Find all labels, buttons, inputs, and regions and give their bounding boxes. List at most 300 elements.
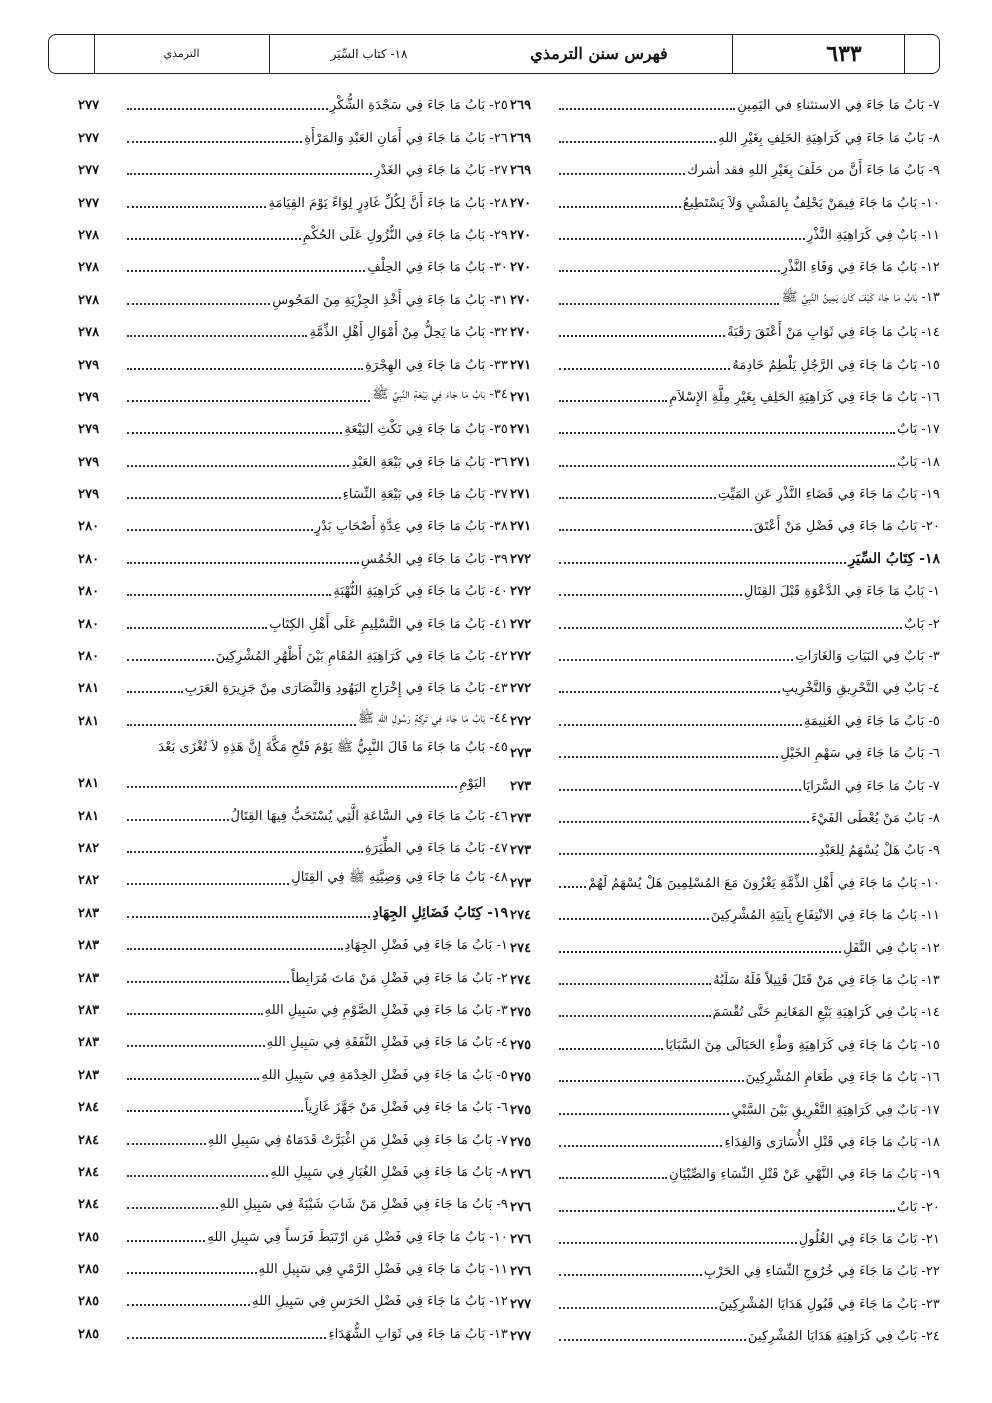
- toc-entry-page: ٢٧٣: [510, 778, 532, 794]
- toc-entry-page: ٢٧٤: [510, 940, 532, 956]
- toc-entry: [78, 475, 508, 507]
- toc-entry-page: ٢٨١: [78, 808, 100, 824]
- toc-entry-page: ٢٨٠: [78, 616, 100, 632]
- toc-entry-page: ٢٨١: [78, 776, 100, 792]
- dot-leader: [559, 821, 809, 823]
- toc-entry-page: ٢٧٥: [510, 1102, 532, 1118]
- toc-entry-page: ٢٨٣: [78, 970, 100, 986]
- toc-entry-title: ٣- بَابُ مَا جَاءَ فِي فَضْلِ الصَّوْمِ فِي سَبِيلِ اللهِ: [264, 1002, 508, 1018]
- toc-entry: [510, 928, 940, 960]
- toc-entry-page: ٢٨٣: [78, 1067, 100, 1083]
- dot-leader: [559, 1080, 744, 1082]
- toc-entry-page: ٢٨٣: [78, 1035, 100, 1051]
- dot-leader: [559, 853, 817, 855]
- toc-entry: [78, 313, 508, 345]
- toc-entry: [510, 507, 940, 539]
- toc-entry-title: ١٦- بَابُ مَا جَاءَ فِي كَرَاهِيَةِ الحَلِفِ بِغَيْرِ مِلَّةِ الإِسْلاَمِ: [669, 389, 940, 405]
- toc-entry-page: ٢٧٢: [510, 551, 532, 567]
- toc-entry-page: ٢٨٥: [78, 1262, 100, 1278]
- toc-entry: [510, 572, 940, 604]
- dot-leader: [127, 1272, 257, 1274]
- toc-entry-page: ٢٧٩: [78, 487, 100, 503]
- dot-leader: [127, 627, 267, 629]
- toc-entry: [78, 764, 508, 796]
- toc-entry-page: ٢٧٧: [510, 1329, 532, 1345]
- toc-entry-page: ٢٧٣: [510, 875, 532, 891]
- dot-leader: [559, 270, 780, 272]
- page-header: [48, 34, 940, 74]
- dot-leader: [559, 1274, 702, 1276]
- toc-entry-title: ٦- بَابُ مَا جَاءَ فِي سَهْمِ الخَيْلِ: [780, 746, 940, 762]
- toc-entry-title: ١٣- بَابُ مَا جَاءَ كَيْفَ كَانَ يَمِينُ النَّبِيِّ ﷺ: [781, 289, 940, 305]
- toc-entry: [78, 183, 508, 215]
- toc-entry: [510, 86, 940, 118]
- toc-entry-title: ٢٠- بَابٌ: [897, 1199, 940, 1215]
- toc-entry-title: ٨- بَابُ مَا جَاءَ فِي فَضْلِ الغُبَارِ فِي سَبِيلِ اللهِ: [270, 1164, 508, 1180]
- toc-entry-page: ٢٧٠: [510, 292, 532, 308]
- toc-entry-title: ٣٧- بَابُ مَا جَاءَ فِي بَيْعَةِ النِّسَاءِ: [342, 487, 508, 503]
- dot-leader: [127, 851, 363, 853]
- dot-leader: [559, 594, 742, 596]
- toc-entry-title: ١٠- بَابُ مَا جَاءَ فِي فَضْلِ مَنِ ارْتَبَطَ فَرَساً فِي سَبِيلِ اللهِ: [207, 1229, 508, 1245]
- toc-entry: [510, 1284, 940, 1316]
- toc-entry-title: ١٨- بَابُ مَا جَاءَ فِي قَتْلِ الأُسَارَى وَالفِدَاءِ: [724, 1134, 940, 1150]
- dot-leader: [127, 1304, 250, 1306]
- toc-entry: [510, 701, 940, 733]
- toc-entry-title: ٣٩- بَابُ مَا جَاءَ فِي الخُمُسِ: [360, 551, 508, 567]
- toc-entry-title: ٨- بَابُ مَنْ يُعْطَى الفَيْءَ: [811, 810, 940, 826]
- toc-entry: [510, 151, 940, 183]
- toc-entry-page: ٢٧٩: [78, 389, 100, 405]
- header-divider: [904, 35, 905, 73]
- header-divider: [94, 35, 95, 73]
- toc-entry-page: ٢٨٢: [78, 840, 100, 856]
- toc-entry: [510, 410, 940, 442]
- toc-entry-title: ٤٥- بَابُ مَا جَاءَ مَا قَالَ النَّبِيُّ ﷺ يَوْمَ فَتْحِ مَكَّةَ إِنَّ هَذِهِ لاَ تُغْزَى بَعْدَ: [158, 740, 508, 756]
- toc-entry-title: ٤١- بَابُ مَا جَاءَ فِي التَّسْلِيمِ عَلَى أَهْلِ الكِتَابِ: [269, 616, 508, 632]
- dot-leader: [559, 918, 709, 920]
- toc-entry: [510, 475, 940, 507]
- toc-entry: [510, 669, 940, 701]
- dot-leader: [127, 562, 359, 564]
- running-title: فهرس سنن الترمذي: [530, 44, 668, 63]
- toc-entry-page: ٢٨٤: [78, 1100, 100, 1116]
- toc-entry: [78, 1120, 508, 1152]
- toc-entry-title: ٢٥- بَابُ مَا جَاءَ فِي سَجْدَةِ الشُّكْرِ: [329, 98, 508, 114]
- toc-column-left: [78, 86, 508, 1347]
- toc-entry-title: ١٥- بَابُ مَا جَاءَ فِي الرَّجُلِ يَلْطِمُ خَادِمَهُ: [732, 357, 940, 373]
- toc-entry: [510, 248, 940, 280]
- dot-leader: [559, 1113, 729, 1115]
- toc-entry: [78, 442, 508, 474]
- toc-entry-title: ١٤- بَابٌ فِي كَرَاهِيَةِ بَيْعِ المَغَانِمِ حَتَّى تُقْسَمَ: [712, 1005, 940, 1021]
- toc-entry-page: ٢٧٤: [510, 908, 532, 924]
- toc-entry-page: ٢٧٧: [510, 1296, 532, 1312]
- toc-entry-title: ١٨- كِتَابُ السِّيَرِ: [848, 550, 940, 567]
- toc-entry-title: ١٣- بَابُ مَا جَاءَ فِي مَنْ قَتَلَ قَتِيلاً فَلَهُ سَلَبُهُ: [713, 972, 940, 988]
- toc-entry: [510, 961, 940, 993]
- toc-entry: [510, 604, 940, 636]
- toc-entry-page: ٢٧٢: [510, 616, 532, 632]
- toc-entry: [510, 345, 940, 377]
- dot-leader: [127, 819, 229, 821]
- header-divider: [732, 35, 733, 73]
- toc-entry-page: ٢٧٠: [510, 195, 532, 211]
- dot-leader: [559, 983, 711, 985]
- toc-entry-page: ٢٨٤: [78, 1197, 100, 1213]
- toc-entry-title: ١٧- بَابٌ فِي كَرَاهِيَةِ التَّفْرِيقِ بَيْنَ السَّبْيِ: [731, 1102, 940, 1118]
- toc-entry: [78, 410, 508, 442]
- toc-entry-title: ١- بَابُ مَا جَاءَ فِي الدَّعْوَةِ قَبْلَ القِتَالِ: [743, 584, 940, 600]
- dot-leader: [127, 238, 301, 240]
- dot-leader: [559, 465, 895, 467]
- toc-entry-title: ٣- بَابٌ فِي البَيَاتِ وَالغَارَاتِ: [795, 649, 940, 665]
- toc-entry: [78, 1153, 508, 1185]
- dot-leader: [559, 1177, 667, 1179]
- toc-entry: [510, 1155, 940, 1187]
- toc-entry-title: ١٧- بَابٌ: [897, 422, 940, 438]
- toc-entry-page: ٢٨٠: [78, 584, 100, 600]
- dot-leader: [559, 724, 802, 726]
- toc-entry: [78, 248, 508, 280]
- toc-entry-title: ٩- بَابُ مَا جَاءَ أَنَّ من حَلَفَ بِغَيْرِ اللهِ فقد أشرك: [687, 163, 940, 179]
- dot-leader: [559, 691, 780, 693]
- running-section: ١٨- كتاب السِّيَر: [330, 47, 408, 61]
- dot-leader: [559, 627, 902, 629]
- dot-leader: [559, 1339, 746, 1341]
- toc-entry: [78, 151, 508, 183]
- toc-entry: [510, 1187, 940, 1219]
- toc-entry-page: ٢٨٣: [78, 905, 100, 921]
- dot-leader: [127, 303, 270, 305]
- toc-entry-page: ٢٨٠: [78, 649, 100, 665]
- toc-entry: [78, 1088, 508, 1120]
- dot-leader: [559, 400, 667, 402]
- toc-entry-page: ٢٧٧: [78, 195, 100, 211]
- toc-entry-title: ٢٤- بَابٌ فِي كَرَاهِيَةِ هَدَايَا المُشْرِكِينَ: [747, 1329, 940, 1345]
- toc-entry: [78, 345, 508, 377]
- dot-leader: [559, 1242, 797, 1244]
- toc-entry-page: ٢٧٠: [510, 260, 532, 276]
- toc-entry-title: ٤٧- بَابُ مَا جَاءَ فِي الطِّيَرَةِ: [364, 840, 508, 856]
- toc-entry-title: ٧- بَابُ مَا جَاءَ فِي الاستثناءِ في اليَمِينِ: [737, 98, 940, 114]
- dot-leader: [127, 691, 183, 693]
- toc-entry: [510, 378, 940, 410]
- toc-entry-page: ٢٧٩: [78, 357, 100, 373]
- toc-entry-page: ٢٦٩: [510, 98, 532, 114]
- toc-entry: [510, 1317, 940, 1349]
- dot-leader: [127, 173, 372, 175]
- toc-entry-page: ٢٨١: [78, 713, 100, 729]
- toc-entry-title: ١٩- كِتَابُ فَضَائِلِ الجِهَادِ: [372, 904, 508, 921]
- toc-entry: [78, 507, 508, 539]
- toc-entry: [78, 1055, 508, 1087]
- toc-entry-page: ٢٧٥: [510, 1037, 532, 1053]
- toc-entry: [78, 958, 508, 990]
- toc-entry-title: ٤٨- بَابُ مَا جَاءَ فِي وَصِيَّتِهِ ﷺ فِي القِتَالِ: [291, 870, 508, 886]
- toc-entry-title: ٢٩- بَابُ مَا جَاءَ فِي النُّزُولِ عَلَى الحُكْمِ: [302, 227, 508, 243]
- toc-entry: [78, 118, 508, 150]
- toc-entry-title: ٣٤- بَابُ مَا جَاءَ فِي بَيْعَةِ النَّبِيِّ ﷺ: [372, 386, 508, 402]
- toc-entry: [78, 1250, 508, 1282]
- toc-entry-page: ٢٧٦: [510, 1232, 532, 1248]
- toc-entry: [510, 863, 940, 895]
- toc-entry-page: ٢٧٨: [78, 260, 100, 276]
- toc-entry: [78, 829, 508, 861]
- toc-entry: [78, 1217, 508, 1249]
- toc-entry-page: ٢٨٤: [78, 1164, 100, 1180]
- toc-entry: [78, 604, 508, 636]
- toc-entry: [510, 799, 940, 831]
- toc-entry-title: ٤٦- بَابُ مَا جَاءَ فِي السَّاعَةِ الَّتِي يُسْتَحَبُّ فِيهَا القِتَالُ: [230, 808, 508, 824]
- toc-entry-title: ١٤- بَابُ مَا جَاءَ فِي ثَوَابِ مَنْ أَعْتَقَ رَقَبَةً: [727, 325, 940, 341]
- toc-entry: [78, 280, 508, 312]
- dot-leader: [559, 756, 778, 758]
- dot-leader: [127, 1143, 206, 1145]
- toc-entry-page: ٢٦٩: [510, 163, 532, 179]
- toc-entry: [78, 572, 508, 604]
- dot-leader: [559, 529, 752, 531]
- toc-entry: [510, 183, 940, 215]
- toc-entry: [78, 1314, 508, 1346]
- toc-entry-page: ٢٨٢: [78, 873, 100, 889]
- toc-entry-title: ٣١- بَابُ مَا جَاءَ فِي أَخْذِ الجِزْيَةِ مِنَ المَجُوسِ: [272, 292, 508, 308]
- toc-entry-page: ٢٧١: [510, 389, 532, 405]
- toc-entry-page: ٢٧٥: [510, 1134, 532, 1150]
- toc-entry: [510, 1220, 940, 1252]
- toc-entry: [78, 378, 508, 410]
- dot-leader: [559, 303, 779, 305]
- toc-entry-page: ٢٧٢: [510, 584, 532, 600]
- dot-leader: [127, 432, 342, 434]
- toc-entry-page: ٢٧٥: [510, 1005, 532, 1021]
- toc-entry: [78, 1023, 508, 1055]
- toc-entry-title: ١٢- بَابُ مَا جَاءَ فِي فَضْلِ الحَرَسِ فِي سَبِيلِ اللهِ: [252, 1294, 508, 1310]
- toc-entry-title: ٣٥- بَابُ مَا جَاءَ فِي نَكْثِ البَيْعَةِ: [344, 422, 508, 438]
- toc-entry-page: ٢٧٧: [78, 130, 100, 146]
- toc-entry-page: ٢٧١: [510, 519, 532, 535]
- dot-leader: [127, 206, 266, 208]
- toc-entry: [78, 1282, 508, 1314]
- toc-entry-title: ٢٨- بَابُ مَا جَاءَ أَنَّ لِكُلِّ غَادِرٍ لِوَاءً يَوْمَ القِيَامَةِ: [268, 195, 508, 211]
- toc-entry-title: ٤- بَابُ مَا جَاءَ فِي فَضْلِ النَّفَقَةِ فِي سَبِيلِ اللهِ: [266, 1035, 508, 1051]
- dot-leader: [127, 529, 313, 531]
- toc-entry-title: ٥- بَابُ مَا جَاءَ فِي الغَنِيمَةِ: [803, 713, 940, 729]
- toc-entry-page: ٢٨٤: [78, 1132, 100, 1148]
- toc-entry-page: ٢٧١: [510, 454, 532, 470]
- toc-entry: [510, 734, 940, 766]
- toc-entry-title: ٩- بَابُ هَلْ يُسْهَمُ لِلعَبْدِ: [818, 843, 940, 859]
- toc-entry-title: ٣٣- بَابُ مَا جَاءَ فِي الهِجْرَةِ: [365, 357, 508, 373]
- toc-entry-page: ٢٧١: [510, 487, 532, 503]
- toc-entry-title: اليَوْمِ: [459, 776, 486, 792]
- toc-entry-page: ٢٧١: [510, 357, 532, 373]
- dot-leader: [127, 335, 307, 337]
- toc-entry: [510, 637, 940, 669]
- toc-entry-title: ٢٠- بَابُ مَا جَاءَ فِي فَضْلِ مَنْ أَعْتَقَ: [753, 519, 940, 535]
- toc-book-heading: [78, 893, 508, 925]
- toc-entry: [510, 118, 940, 150]
- toc-entry-page: ٢٧٨: [78, 292, 100, 308]
- toc-entry: [78, 86, 508, 118]
- toc-entry: [78, 734, 508, 764]
- dot-leader: [559, 886, 586, 888]
- toc-entry: [78, 991, 508, 1023]
- toc-entry-page: ٢٦٩: [510, 130, 532, 146]
- dot-leader: [559, 173, 685, 175]
- dot-leader: [127, 368, 363, 370]
- toc-entry-page: ٢٨٥: [78, 1326, 100, 1342]
- dot-leader: [559, 789, 801, 791]
- toc-entry: [78, 669, 508, 701]
- toc-column-right: [510, 86, 940, 1349]
- toc-entry-title: ٧- بَابُ مَا جَاءَ فِي فَضْلِ مَنِ اغْبَرَّتْ قَدَمَاهُ فِي سَبِيلِ اللهِ: [207, 1132, 508, 1148]
- dot-leader: [559, 1145, 722, 1147]
- toc-entry-title: ٣٢- بَابُ مَا يَحِلُّ مِنْ أَمْوَالِ أَهْلِ الذِّمَّةِ: [309, 325, 508, 341]
- toc-entry: [78, 1185, 508, 1217]
- toc-entry-title: ٢٦- بَابُ مَا جَاءَ فِي أَمَانِ العَبْدِ وَالمَرْأَةِ: [304, 130, 508, 146]
- toc-entry-title: ٣٠- بَابُ مَا جَاءَ فِي الحِلْفِ: [367, 260, 508, 276]
- dot-leader: [127, 1337, 326, 1339]
- toc-entry: [78, 701, 508, 733]
- dot-leader: [559, 335, 725, 337]
- toc-entry-page: ٢٧٠: [510, 325, 532, 341]
- dot-leader: [559, 368, 730, 370]
- dot-leader: [127, 1045, 265, 1047]
- dot-leader: [127, 724, 356, 726]
- toc-entry-title: ٤٢- بَابُ مَا جَاءَ فِي كَرَاهِيَةِ المُقَامِ بَيْنَ أَظْهُرِ المُشْرِكِينَ: [215, 649, 508, 665]
- toc-entry-page: ٢٧٧: [78, 98, 100, 114]
- dot-leader: [127, 270, 365, 272]
- toc-entry-page: ٢٧٨: [78, 227, 100, 243]
- dot-leader: [559, 951, 841, 953]
- toc-entry-page: ٢٨٣: [78, 1002, 100, 1018]
- toc-entry-title: ٤٣- بَابُ مَا جَاءَ فِي إِخْرَاجِ اليَهُودِ وَالنَّصَارَى مِنْ جَزِيرَةِ العَرَبِ: [184, 681, 508, 697]
- toc-entry-title: ١٣- بَابُ مَا جَاءَ فِي ثَوَابِ الشُّهَدَاءِ: [328, 1326, 508, 1342]
- toc-entry: [78, 861, 508, 893]
- toc-entry-title: ٤- بَابٌ فِي التَّحْرِيقِ وَالتَّخْرِيبِ: [781, 681, 940, 697]
- dot-leader: [559, 562, 846, 564]
- toc-entry-title: ٦- بَابُ مَا جَاءَ فِي فَضْلِ مَنْ جَهَّزَ غَازِياً: [304, 1100, 508, 1116]
- toc-entry-title: ١٢- بَابُ مَا جَاءَ فِي وَفَاءِ النَّذْرِ: [781, 260, 940, 276]
- toc-entry-page: ٢٧٧: [78, 163, 100, 179]
- toc-entry-title: ٨- بَابُ مَا جَاءَ فِي كَرَاهِيَةِ الحَلِفِ بِغَيْرِ اللهِ: [718, 130, 940, 146]
- running-book: الترمذي: [163, 47, 200, 60]
- toc-entry-title: ١٢- بَابٌ فِي النَّفَلِ: [843, 940, 940, 956]
- dot-leader: [559, 1210, 895, 1212]
- toc-entry: [510, 442, 940, 474]
- toc-entry-page: ٢٧١: [510, 422, 532, 438]
- toc-entry: [510, 896, 940, 928]
- toc-entry-page: ٢٨١: [78, 681, 100, 697]
- toc-entry-page: ٢٧٥: [510, 1070, 532, 1086]
- toc-entry-page: ٢٧٩: [78, 422, 100, 438]
- toc-entry-title: ١٦- بَابُ مَا جَاءَ فِي طَعَامِ المُشْرِكِينَ: [745, 1070, 940, 1086]
- toc-entry-page: ٢٧٩: [78, 454, 100, 470]
- dot-leader: [127, 465, 349, 467]
- toc-entry-title: ١٨- بَابٌ: [897, 454, 940, 470]
- toc-entry-page: ٢٧٣: [510, 810, 532, 826]
- dot-leader: [127, 594, 331, 596]
- toc-entry: [78, 637, 508, 669]
- toc-entry: [78, 539, 508, 571]
- toc-entry: [510, 1058, 940, 1090]
- dot-leader: [127, 1207, 218, 1209]
- toc-entry: [78, 796, 508, 828]
- toc-entry-title: ٩- بَابُ مَا جَاءَ فِي فَضْلِ مَنْ شَابَ شَيْبَةً فِي سَبِيلِ اللهِ: [219, 1197, 508, 1213]
- toc-entry: [78, 926, 508, 958]
- dot-leader: [127, 659, 214, 661]
- toc-entry: [510, 280, 940, 312]
- dot-leader: [559, 141, 716, 143]
- dot-leader: [127, 1078, 259, 1080]
- dot-leader: [127, 108, 328, 110]
- toc-entry-title: ١٩- بَابُ مَا جَاءَ فِي النَّهْيِ عَنْ قَتْلِ النِّسَاءِ وَالصِّبْيَانِ: [669, 1167, 940, 1183]
- toc-entry-title: ١١- بَابُ مَا جَاءَ فِي فَضْلِ الرَّمْيِ فِي سَبِيلِ اللهِ: [258, 1262, 508, 1278]
- toc-entry-title: ٢- بَابُ مَا جَاءَ فِي فَضْلِ مَنْ مَاتَ مُرَابِطاً: [291, 970, 508, 986]
- toc-entry-page: ٢٨٠: [78, 519, 100, 535]
- toc-entry-page: ٢٧٨: [78, 325, 100, 341]
- toc-entry-title: ٣٦- بَابُ مَا جَاءَ فِي بَيْعَةِ العَبْدِ: [351, 454, 508, 470]
- dot-leader: [127, 1110, 303, 1112]
- toc-entry-title: ٧- بَابُ مَا جَاءَ فِي السَّرَايَا: [802, 778, 940, 794]
- toc-entry-page: ٢٧٣: [510, 746, 532, 762]
- toc-entry-title: ١١- بَابٌ فِي كَرَاهِيَةِ النَّذْرِ: [807, 227, 940, 243]
- toc-entry-page: ٢٧٣: [510, 843, 532, 859]
- dot-leader: [559, 238, 805, 240]
- dot-leader: [127, 1013, 263, 1015]
- dot-leader: [127, 141, 302, 143]
- toc-entry-title: ٤٤- بَابُ مَا جَاءَ فِي تَرِكَةِ رَسُولِ اللهِ ﷺ: [357, 710, 508, 726]
- dot-leader: [559, 108, 735, 110]
- toc-entry-title: ١٠- بَابُ مَا جَاءَ فِيمَنْ يَحْلِفُ بِالمَشْيِ وَلاَ يَسْتَطِيعُ: [682, 195, 940, 211]
- toc-entry-title: ٢٧- بَابُ مَا جَاءَ فِي الغَدْرِ: [374, 163, 508, 179]
- toc-entry: [78, 216, 508, 248]
- toc-entry-title: ٢- بَابٌ: [904, 616, 940, 632]
- toc-entry-page: ٢٧٢: [510, 681, 532, 697]
- dot-leader: [127, 948, 343, 950]
- toc-entry: [510, 313, 940, 345]
- toc-entry-page: ٢٨٥: [78, 1294, 100, 1310]
- toc-entry: [510, 1090, 940, 1122]
- toc-entry-title: ٥- بَابُ مَا جَاءَ فِي فَضْلِ الخِدْمَةِ فِي سَبِيلِ اللهِ: [261, 1067, 508, 1083]
- toc-book-heading: [510, 539, 940, 571]
- dot-leader: [127, 981, 289, 983]
- toc-entry-title: ١٠- بَابُ مَا جَاءَ فِي أَهْلِ الذِّمَّةِ يَغْزُونَ مَعَ المُسْلِمِينَ هَلْ يُسْهَمُ لَهُمْ: [588, 875, 940, 891]
- dot-leader: [559, 206, 681, 208]
- toc-entry-title: ٢١- بَابُ مَا جَاءَ فِي الغُلُولِ: [798, 1232, 940, 1248]
- toc-entry: [510, 1123, 940, 1155]
- dot-leader: [127, 497, 341, 499]
- toc-entry-page: ٢٧٦: [510, 1199, 532, 1215]
- toc-entry-title: ٢٣- بَابُ مَا جَاءَ فِي قَبُولِ هَدَايَا المُشْرِكِينَ: [718, 1296, 940, 1312]
- toc-entry-page: ٢٧٢: [510, 713, 532, 729]
- toc-entry-page: ٢٧٤: [510, 972, 532, 988]
- dot-leader: [127, 1175, 268, 1177]
- toc-entry-title: ١- بَابُ مَا جَاءَ فِي فَضْلِ الجِهَادِ: [344, 938, 508, 954]
- toc-entry-title: ١١- بَابُ مَا جَاءَ فِي الانْتِفَاعِ بِآنِيَةِ المُشْرِكِينَ: [710, 908, 940, 924]
- toc-entry-title: ٣٨- بَابُ مَا جَاءَ فِي عِدَّةِ أَصْحَابِ بَدْرٍ: [314, 519, 508, 535]
- toc-entry-page: ٢٧٢: [510, 649, 532, 665]
- dot-leader: [127, 883, 289, 885]
- toc-entry-page: ٢٨٠: [78, 551, 100, 567]
- toc-entry-page: ٢٧٠: [510, 227, 532, 243]
- toc-entry: [510, 1252, 940, 1284]
- toc-entry-page: ٢٧٦: [510, 1167, 532, 1183]
- toc-entry: [510, 216, 940, 248]
- toc-entry-page: ٢٧٦: [510, 1264, 532, 1280]
- toc-entry: [510, 993, 940, 1025]
